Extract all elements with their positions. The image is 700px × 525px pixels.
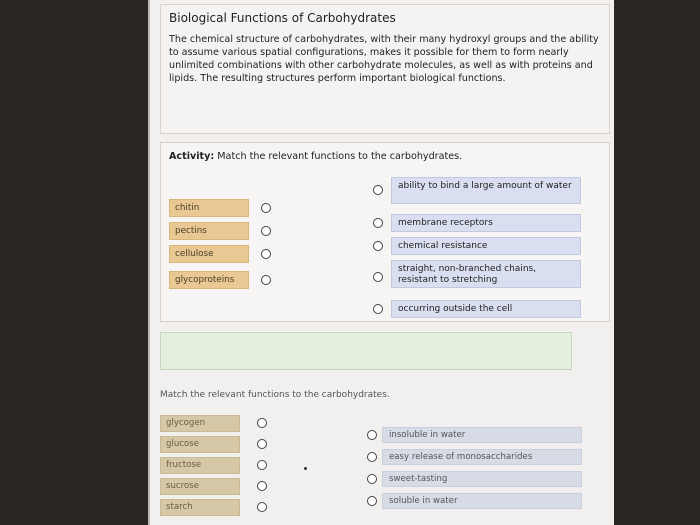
term-fructose[interactable]: fructose	[160, 457, 240, 474]
function-straight-chains[interactable]: straight, non-branched chains, resistant to stretching	[391, 260, 581, 288]
function-straight-chains-radio[interactable]	[373, 272, 383, 282]
function-water-binding-radio[interactable]	[373, 185, 383, 195]
function-membrane-receptors-radio[interactable]	[373, 218, 383, 228]
function-sweet[interactable]: sweet-tasting	[382, 471, 582, 487]
activity-instruction: Match the relevant functions to the carbohydrates.	[217, 151, 463, 162]
screen	[148, 0, 614, 525]
term-cellulose-radio[interactable]	[261, 249, 271, 259]
term-starch-radio[interactable]	[257, 502, 267, 512]
function-membrane-receptors[interactable]: membrane receptors	[391, 214, 581, 232]
function-insoluble[interactable]: insoluble in water	[382, 427, 582, 443]
term-cellulose[interactable]: cellulose	[169, 245, 249, 263]
activity-label: Activity:	[169, 151, 215, 162]
function-outside-cell-radio[interactable]	[373, 304, 383, 314]
term-glycogen[interactable]: glycogen	[160, 415, 240, 432]
term-pectins-radio[interactable]	[261, 226, 271, 236]
function-chemical-resistance-radio[interactable]	[373, 241, 383, 251]
intro-panel	[160, 4, 610, 134]
function-outside-cell[interactable]: occurring outside the cell	[391, 300, 581, 318]
feedback-box	[160, 332, 572, 370]
activity2-instruction: Match the relevant functions to the carbohydrates.	[160, 390, 390, 400]
activity-heading	[169, 151, 462, 162]
function-sweet-radio[interactable]	[367, 474, 377, 484]
function-soluble-radio[interactable]	[367, 496, 377, 506]
term-starch[interactable]: starch	[160, 499, 240, 516]
function-soluble[interactable]: soluble in water	[382, 493, 582, 509]
term-glucose-radio[interactable]	[257, 439, 267, 449]
term-sucrose[interactable]: sucrose	[160, 478, 240, 495]
drag-dot	[304, 467, 307, 470]
activity2-panel	[160, 380, 610, 525]
activity-panel	[160, 142, 610, 322]
term-glucose[interactable]: glucose	[160, 436, 240, 453]
term-glycogen-radio[interactable]	[257, 418, 267, 428]
function-easy-release[interactable]: easy release of monosaccharides	[382, 449, 582, 465]
term-sucrose-radio[interactable]	[257, 481, 267, 491]
function-easy-release-radio[interactable]	[367, 452, 377, 462]
page-title: Biological Functions of Carbohydrates	[169, 11, 396, 25]
term-glycoproteins-radio[interactable]	[261, 275, 271, 285]
function-chemical-resistance[interactable]: chemical resistance	[391, 237, 581, 255]
intro-text: The chemical structure of carbohydrates, with their many hydroxyl groups and the ability to assume various spatial configurations, makes it possible for them to form nearly unlimited combinations with other carbohydrate molecules, as well as with proteins and lipids. The resulting structures perform important biological functions.	[169, 34, 599, 84]
term-chitin[interactable]: chitin	[169, 199, 249, 217]
term-pectins[interactable]: pectins	[169, 222, 249, 240]
term-fructose-radio[interactable]	[257, 460, 267, 470]
term-chitin-radio[interactable]	[261, 203, 271, 213]
function-water-binding[interactable]: ability to bind a large amount of water	[391, 177, 581, 204]
term-glycoproteins[interactable]: glycoproteins	[169, 271, 249, 289]
function-insoluble-radio[interactable]	[367, 430, 377, 440]
